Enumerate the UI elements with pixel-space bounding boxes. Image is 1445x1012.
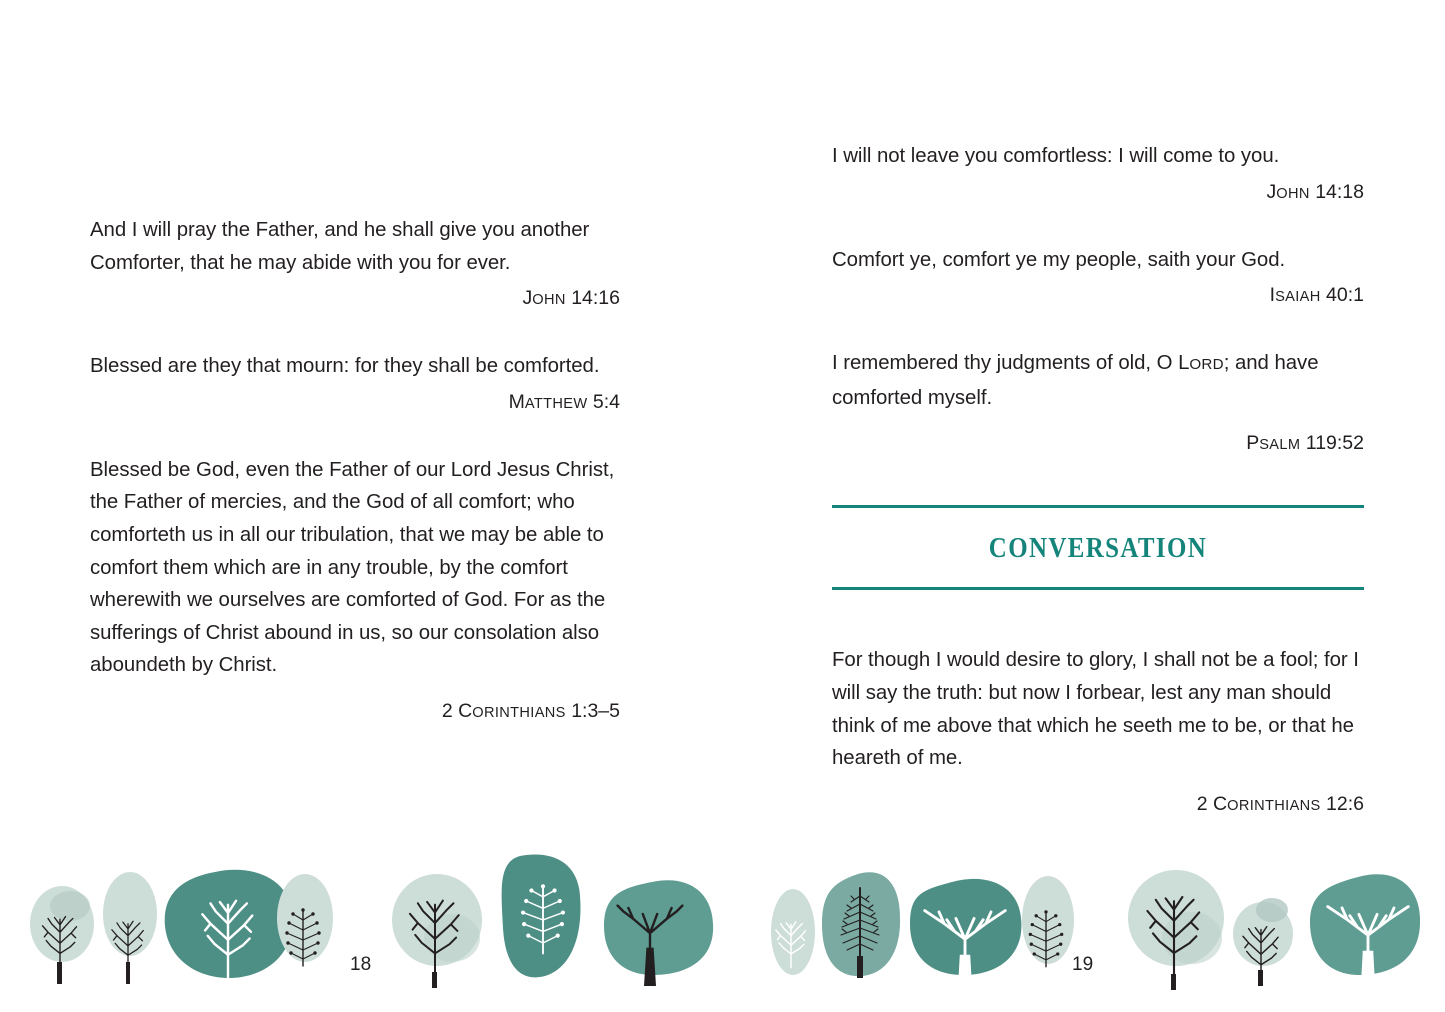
tree-deep-teal-blob-conifer xyxy=(502,855,581,978)
verse-block xyxy=(90,350,620,414)
verse-text: For though I would desire to glory, I shall not be a fool; for I will say the truth: but now I forbear, lest any man should think of me above that which he seeth me to be, or that he heareth of me. xyxy=(832,649,1359,770)
tree-pale-small-blob-bare xyxy=(1233,898,1293,986)
verse-reference xyxy=(832,284,1364,307)
reference-book-initial: M xyxy=(508,390,525,413)
footer-tree-illustration xyxy=(0,842,1445,1012)
reference-book-smallcaps: SALM xyxy=(1259,437,1301,454)
verse-block xyxy=(832,244,1364,308)
right-page-text-column xyxy=(832,140,1364,816)
reference-book-initial: C xyxy=(458,699,473,722)
tree-pale-blob-berry xyxy=(277,874,333,966)
section-rule-bottom xyxy=(832,587,1364,590)
reference-verse-number: 12:6 xyxy=(1326,792,1364,815)
reference-book-prefix: 2 xyxy=(441,699,459,722)
tree-pale-blob-bare-3 xyxy=(1128,870,1224,990)
lord-smallcaps: ORD xyxy=(1189,356,1224,374)
reference-book-prefix: 2 xyxy=(1196,792,1214,815)
verse-text: And I will pray the Father, and he shall give you another Comforter, that he may abide with you for ever. xyxy=(90,219,590,274)
verse-block xyxy=(90,214,620,310)
verse-reference xyxy=(90,287,620,310)
reference-verse-number: 119:52 xyxy=(1305,432,1364,455)
tree-deep-teal-blob-white xyxy=(165,870,293,978)
reference-book-smallcaps: OHN xyxy=(532,292,566,309)
page-number-left: 18 xyxy=(350,954,372,975)
section-rule-top xyxy=(832,505,1364,508)
section-title: CONVERSATION xyxy=(988,532,1208,565)
page-number-right: 19 xyxy=(1072,954,1094,975)
left-page-text-column xyxy=(90,214,620,723)
tree-mid-teal-blob-dark xyxy=(604,880,713,986)
verse-text-before-lord: I remembered thy judgments of old, O xyxy=(832,352,1179,375)
tree-pale-blob-bare xyxy=(30,886,94,984)
reference-verse-number: 5:4 xyxy=(592,390,620,413)
verse-reference xyxy=(90,700,620,723)
verse-block xyxy=(90,454,620,723)
verse-block xyxy=(832,644,1364,815)
reference-book-initial: J xyxy=(522,287,533,310)
reference-book-initial: I xyxy=(1269,284,1276,307)
lord-initial: L xyxy=(1178,352,1190,375)
tree-pale-narrow-blob-white xyxy=(771,889,815,975)
reference-verse-number: 1:3–5 xyxy=(571,699,620,722)
reference-verse-number: 40:1 xyxy=(1326,284,1364,307)
tree-mid-teal-blob-conifer xyxy=(822,872,900,978)
verse-block xyxy=(832,347,1364,455)
verse-reference xyxy=(90,391,620,414)
tree-deep-teal-blob-white-canopy xyxy=(910,879,1021,1002)
reference-book-smallcaps: ATTHEW xyxy=(524,395,588,412)
verse-reference xyxy=(832,432,1364,455)
verse-text: Comfort ye, comfort ye my people, saith your God. xyxy=(832,248,1286,271)
verse-block xyxy=(832,140,1364,204)
tree-mid-teal-blob-white-canopy xyxy=(1310,874,1420,997)
reference-book-smallcaps: OHN xyxy=(1276,185,1310,202)
verse-text: Blessed are they that mourn: for they shall be comforted. xyxy=(90,355,600,378)
footer-tree-group-right xyxy=(771,870,1420,1002)
tree-pale-blob-bare-2 xyxy=(392,874,482,988)
footer-tree-group-left xyxy=(30,855,713,988)
tree-pale-blob-berry-2 xyxy=(1022,876,1074,967)
tree-pale-tall-blob-bare xyxy=(103,872,157,984)
reference-verse-number: 14:16 xyxy=(571,287,620,310)
verse-reference xyxy=(832,181,1364,204)
verse-text: I will not leave you comfortless: I will come to you. xyxy=(832,145,1280,167)
reference-book-smallcaps: ORINTHIANS xyxy=(472,704,566,721)
verse-text xyxy=(832,347,1364,414)
verse-text-after-lord: ; and have comforted myself. xyxy=(832,352,1319,409)
verse-reference xyxy=(832,793,1364,816)
reference-verse-number: 14:18 xyxy=(1315,180,1364,203)
verse-text: Blessed be God, even the Father of our Lord Jesus Christ, the Father of mercies, and the God of all comfort; who comforteth us in all our tribulation, that we may be able to comfort them which are in any trouble, by the comfort wherewith we ourselves are comforted of God. For as the sufferings of Christ abound in us, so our consolation also aboundeth by Christ. xyxy=(90,458,615,677)
reference-book-smallcaps: ORINTHIANS xyxy=(1227,797,1321,814)
section-heading-group xyxy=(832,505,1364,590)
reference-book-smallcaps: SAIAH xyxy=(1275,289,1321,306)
reference-book-initial: C xyxy=(1213,792,1228,815)
reference-book-initial: P xyxy=(1246,432,1260,455)
reference-book-initial: J xyxy=(1266,180,1277,203)
